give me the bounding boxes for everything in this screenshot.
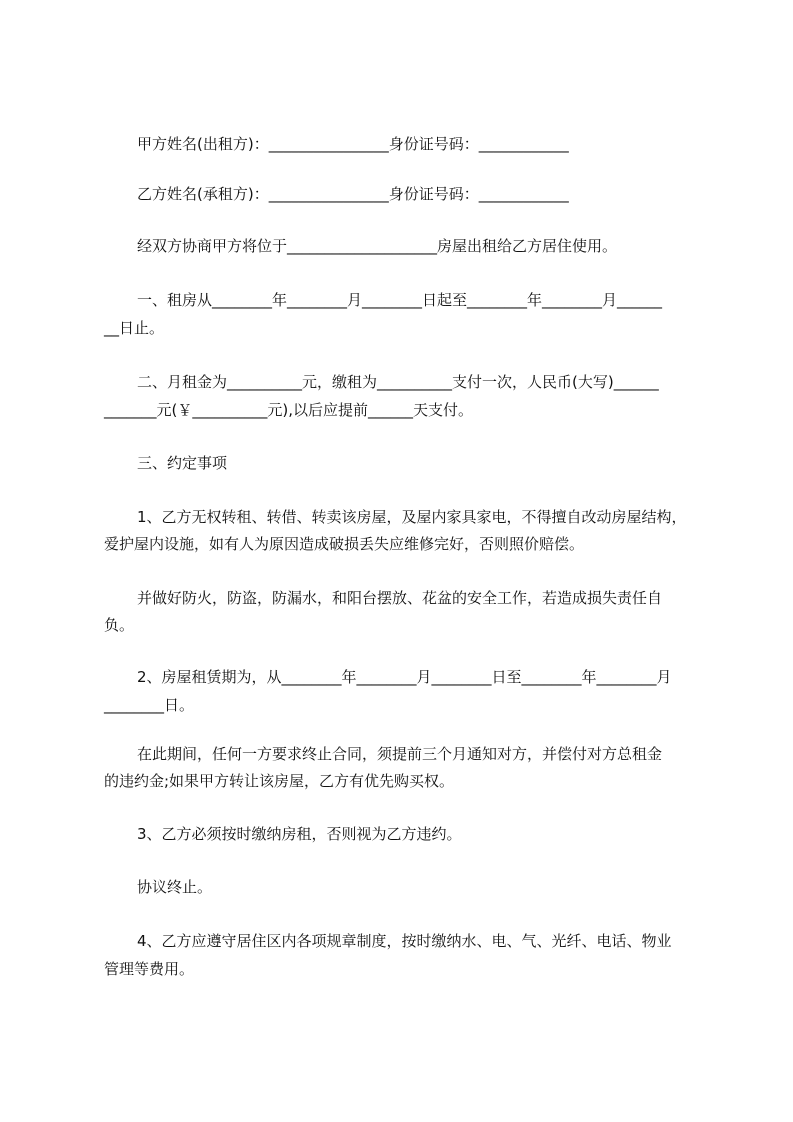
paragraph-line: 甲方姓名(出租方)：________________身份证号码：____________ (137, 135, 569, 153)
paragraph-continuation-line: __日止。 (104, 319, 165, 337)
paragraph-line: 协议终止。 (137, 878, 213, 896)
paragraph-continuation-line: 爱护屋内设施，如有人为原因造成破损丢失应维修完好，否则照价赔偿。 (104, 535, 585, 553)
paragraph-line: 并做好防火，防盗，防漏水，和阳台摆放、花盆的安全工作，若造成损失责任自 (137, 589, 663, 607)
paragraph-continuation-line: 管理等费用。 (104, 960, 195, 978)
paragraph-continuation-line: 负。 (104, 616, 135, 634)
paragraph-line: 3、乙方必须按时缴纳房租，否则视为乙方违约。 (137, 825, 462, 843)
paragraph-line: 在此期间，任何一方要求终止合同，须提前三个月通知对方，并偿付对方总租金 (137, 745, 663, 763)
paragraph-line: 二、月租金为__________元，缴租为__________支付一次，人民币(大写)______ (137, 373, 659, 391)
paragraph-line: 三、约定事项 (137, 454, 228, 472)
paragraph-line: 2、房屋租赁期为，从________年________月________日至________年________月 (137, 668, 672, 686)
paragraph-line: 乙方姓名(承租方)：________________身份证号码：____________ (137, 185, 569, 203)
paragraph-line: 1、乙方无权转租、转借、转卖该房屋，及屋内家具家电，不得擅自改动房屋结构， (137, 508, 687, 526)
paragraph-continuation-line: ________日。 (104, 696, 195, 714)
paragraph-line: 4、乙方应遵守居住区内各项规章制度，按时缴纳水、电、气、光纤、电话、物业 (137, 932, 672, 950)
paragraph-line: 经双方协商甲方将位于____________________房屋出租给乙方居住使用。 (137, 237, 618, 255)
paragraph-continuation-line: _______元(￥__________元),以后应提前______天支付。 (104, 401, 473, 419)
paragraph-continuation-line: 的违约金;如果甲方转让该房屋，乙方有优先购买权。 (104, 772, 455, 790)
paragraph-line: 一、租房从________年________月________日起至________年________月______ (137, 291, 663, 309)
